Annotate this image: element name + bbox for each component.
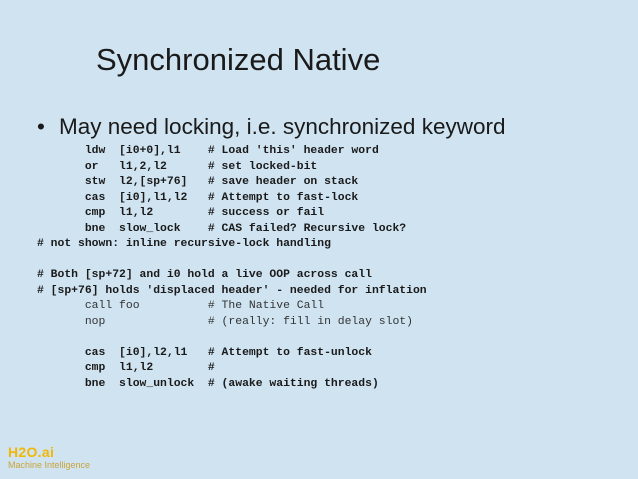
slide-title: Synchronized Native [96,42,381,77]
h2o-logo [8,445,90,471]
logo-main-text: H2O.ai [8,444,55,460]
bullet-text: May need locking, i.e. synchronized keyword [59,114,506,139]
code-line: # not shown: inline recursive-lock handling [37,238,331,250]
code-line [37,253,427,269]
code-line: cas [i0],l1,l2 # Attempt to fast-lock [37,191,359,204]
code-line: ldw [i0+0],l1 # Load 'this' header word [37,145,379,157]
code-block [37,144,427,392]
code-line: stw l2,[sp+76] # save header on stack [37,176,359,188]
code-line: # Both [sp+72] and i0 hold a live OOP across call [37,269,372,281]
code-line [37,330,427,346]
bullet-item [37,114,505,140]
code-line: cmp l1,l2 # [37,362,215,374]
bullet-icon: • [37,114,45,139]
code-line: cmp l1,l2 # success or fail [37,207,325,219]
code-line: # [sp+76] holds 'displaced header' - needed for inflation [37,284,427,297]
code-line: bne slow_unlock # (awake waiting threads) [37,377,379,390]
code-line: or l1,2,l2 # set locked-bit [37,160,318,173]
code-line: cas [i0],l2,l1 # Attempt to fast-unlock [37,346,372,359]
code-line: nop # (really: fill in delay slot) [37,315,413,328]
logo-subtitle: Machine Intelligence [8,460,91,470]
code-line: call foo # The Native Call [37,300,325,312]
code-line: bne slow_lock # CAS failed? Recursive lock? [37,222,407,235]
